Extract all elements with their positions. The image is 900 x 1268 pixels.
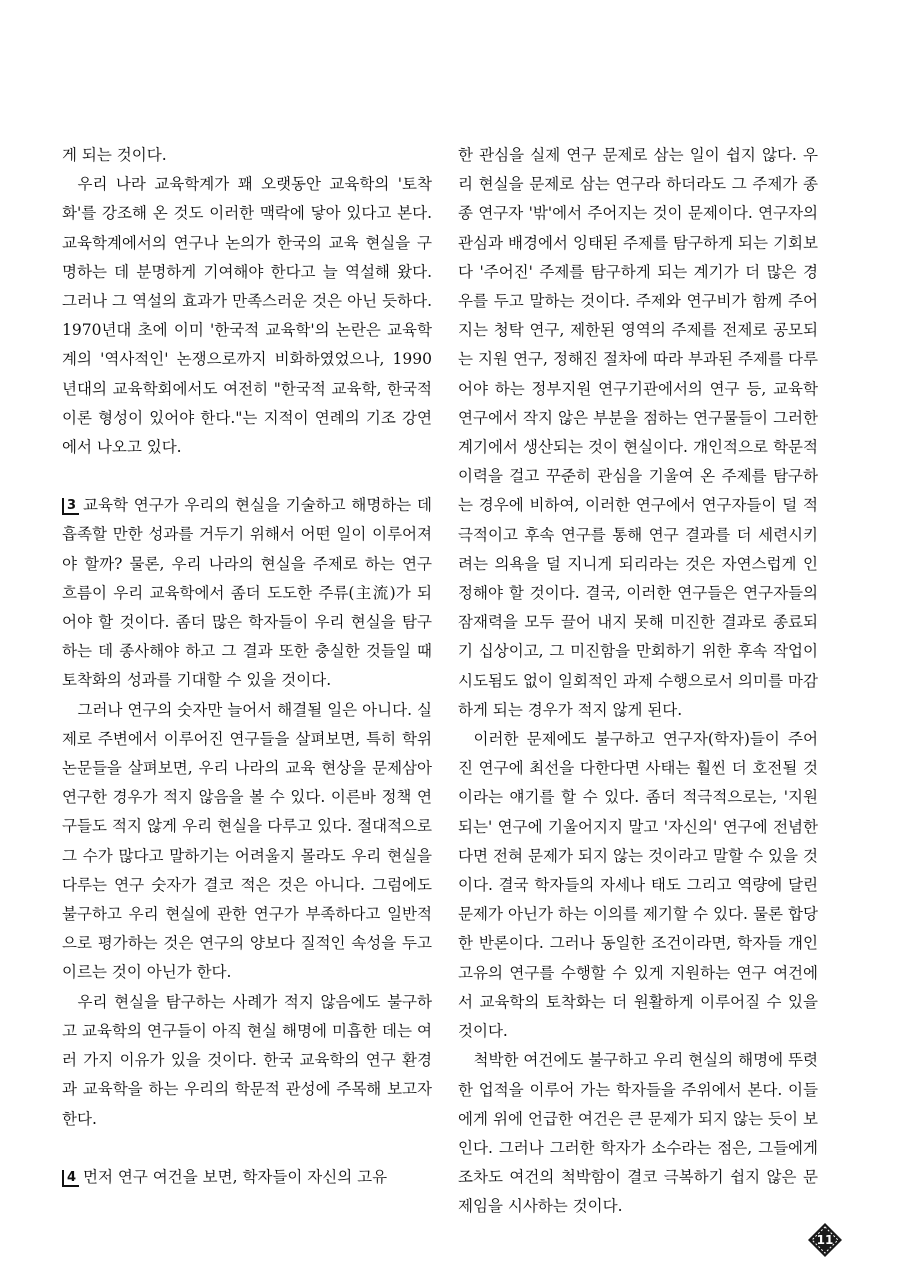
section-3-paragraph bbox=[62, 491, 432, 695]
paragraph: 우리 나라 교육학계가 꽤 오랫동안 교육학의 '토착화'를 강조해 온 것도 이러한 맥락에 닿아 있다고 본다. 교육학계에서의 연구나 논의가 한국의 교육 현실을 구명하는 데 분명하게 기여해야 한다고 늘 역설해 왔다. 그러나 그 역설의 효과가 만족스러운 것은 아닌 듯하다. 1970년대 초에 이미 '한국적 교육학'의 논란은 교육학계의 '역사적인' 논쟁으로까지 비화하였었으나, 1990년대의 교육학회에서도 여전히 "한국적 교육학, 한국적 이론 형성이 있어야 한다."는 지적이 연례의 기조 강연에서 나오고 있다. bbox=[62, 175, 432, 457]
paragraph: 이러한 문제에도 불구하고 연구자(학자)들이 주어진 연구에 최선을 다한다면 사태는 훨씬 더 호전될 것이라는 얘기를 할 수 있다. 좀더 적극적으로는, '지원되는' 연구에 기울어지지 말고 '자신의' 연구에 전념한다면 전혀 문제가 되지 않는 것이라고 말할 수 있을 것이다. 결국 학자들의 자세나 태도 그리고 역량에 달린 문제가 아닌가 하는 이의를 제기할 수 있다. 물론 합당한 반론이다. 그러나 동일한 조건이라면, 학자들 개인 고유의 연구를 수행할 수 있게 지원하는 연구 여건에서 교육학의 토착화는 더 원활하게 이루어질 수 있을 것이다. bbox=[458, 730, 818, 1041]
paragraph: 한 관심을 실제 연구 문제로 삼는 일이 쉽지 않다. 우리 현실을 문제로 삼는 연구라 하더라도 그 주제가 종종 연구자 '밖'에서 주어지는 것이 문제이다. 연구자의 관심과 배경에서 잉태된 주제를 탐구하게 되는 기회보다 '주어진' 주제를 탐구하게 되는 계기가 더 많은 경우를 두고 말하는 것이다. 주제와 연구비가 함께 주어지는 청탁 연구, 제한된 영역의 주제를 전제로 공모되는 지원 연구, 정해진 절차에 따라 부과된 주제를 다루어야 하는 정부지원 연구기관에서의 연구 등, 교육학 연구에서 작지 않은 부분을 점하는 연구물들이 그러한 계기에서 생산되는 것이 현실이다. 개인적으로 학문적 이력을 걸고 꾸준히 관심을 기울여 온 주제를 탐구하는 경우에 비하여, 이러한 연구에서 연구자들이 덜 적극적이고 후속 연구를 통해 연구 결과를 더 세련시키려는 의욕을 덜 지니게 되리라는 것은 자연스럽게 인정해야 할 것이다. 결국, 이러한 연구들은 연구자들의 잠재력을 모두 끌어 내지 못해 미진한 결과로 종료되기 십상이고, 그 미진함을 만회하기 위한 후속 작업이 시도됨도 없이 일회적인 과제 수행으로서 의미를 마감하게 되는 경우가 적지 않게 된다. bbox=[458, 146, 818, 719]
section-4-text: 먼저 연구 여건을 보면, 학자들이 자신의 고유 bbox=[83, 1167, 388, 1186]
page-number-badge bbox=[807, 1222, 843, 1258]
paragraph: 우리 현실을 탐구하는 사례가 적지 않음에도 불구하고 교육학의 연구들이 아직 현실 해명에 미흡한 데는 여러 가지 이유가 있을 것이다. 한국 교육학의 연구 환경과 교육학을 하는 우리의 학문적 관성에 주목해 보고자 한다. bbox=[62, 992, 432, 1128]
section-4-paragraph bbox=[62, 1163, 432, 1192]
paragraph: 척박한 여건에도 불구하고 우리 현실의 해명에 뚜렷한 업적을 이루어 가는 학자들을 주위에서 본다. 이들에게 위에 언급한 여건은 큰 문제가 되지 않는 듯이 보인다. 그러나 그러한 학자가 소수라는 점은, 그들에게조차도 여건의 척박함이 결코 극복하기 쉽지 않은 문제임을 시사하는 것이다. bbox=[458, 1051, 818, 1216]
section-number-box: 3 bbox=[62, 498, 79, 515]
left-column bbox=[62, 141, 432, 1192]
right-column bbox=[458, 141, 818, 1222]
section-3-text: 교육학 연구가 우리의 현실을 기술하고 해명하는 데 흡족할 만한 성과를 거두기 위해서 어떤 일이 이루어져야 할까? 물론, 우리 나라의 현실을 주제로 하는 연구 흐름이 우리 교육학에서 좀더 도도한 주류(主流)가 되어야 할 것이다. 좀더 많은 학자들이 우리 현실을 탐구하는 데 종사해야 하고 그 결과 또한 충실한 것들일 때 토착화의 성과를 기대할 수 있을 것이다. bbox=[62, 496, 432, 690]
section-number-box: 4 bbox=[62, 1170, 79, 1187]
paragraph: 게 되는 것이다. bbox=[62, 146, 167, 164]
page-number: 11 bbox=[816, 1233, 834, 1247]
paragraph: 그러나 연구의 숫자만 늘어서 해결될 일은 아니다. 실제로 주변에서 이루어진 연구들을 살펴보면, 특히 학위 논문들을 살펴보면, 우리 나라의 교육 현상을 문제삼아 연구한 경우가 적지 않음을 볼 수 있다. 이른바 정책 연구들도 적지 않게 우리 현실을 다루고 있다. 절대적으로 그 수가 많다고 말하기는 어려울지 몰라도 우리 현실을 다루는 연구 숫자가 결코 적은 것은 아니다. 그럼에도 불구하고 우리 현실에 관한 연구가 부족하다고 일반적으로 평가하는 것은 연구의 양보다 질적인 속성을 두고 이르는 것이 아닌가 한다. bbox=[62, 700, 432, 982]
